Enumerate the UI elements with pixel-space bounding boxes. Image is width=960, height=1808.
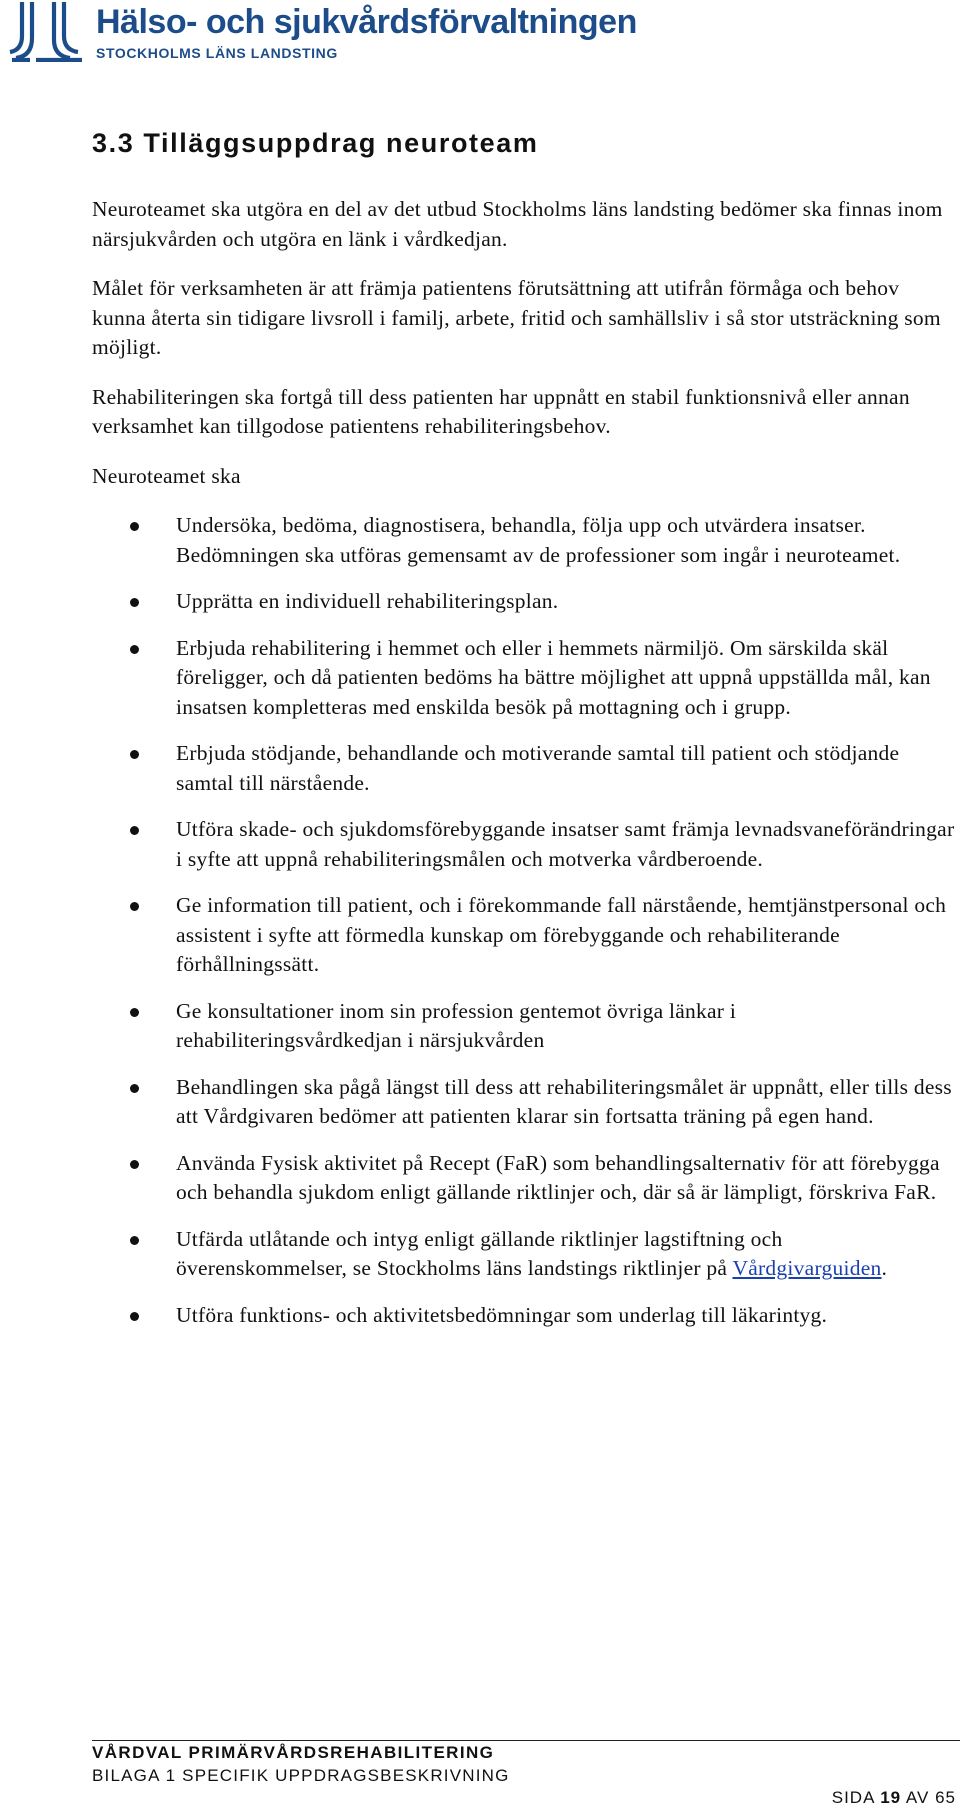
organization-name: Hälso- och sjukvårdsförvaltningen (96, 3, 637, 41)
list-item-text: Använda Fysisk aktivitet på Recept (FaR) som behandlingsalternativ för att förebygga och behandla sjukdom enligt gällande riktlinjer och, där så är lämpligt, förskriva FaR. (176, 1150, 940, 1204)
list-item-text: Ge information till patient, och i förekommande fall närstående, hemtjänstpersonal och assistent i syfte att förmedla kunskap om förebyggande och rehabiliterande förhållningssätt. (176, 893, 947, 976)
organization-subtitle: STOCKHOLMS LÄNS LANDSTING (96, 45, 338, 61)
list-item-text: Ge konsultationer inom sin profession gentemot övriga länkar i rehabiliteringsvårdkedjan i närsjukvården (176, 998, 737, 1052)
list-item-text-suffix: . (881, 1256, 888, 1280)
bullet-icon (130, 1084, 139, 1093)
list-item (92, 634, 957, 723)
footer-title: VÅRDVAL PRIMÄRVÅRDSREHABILITERING (92, 1743, 495, 1762)
list-item (92, 511, 957, 570)
bullet-icon (130, 598, 139, 607)
bullet-icon (130, 826, 139, 835)
paragraph: Neuroteamet ska utgöra en del av det utbud Stockholms läns landsting bedömer ska finnas inom närsjukvården och utgöra en länk i vårdkedjan. (92, 197, 943, 251)
list-item-text: Utföra skade- och sjukdomsförebyggande insatser samt främja levnadsvaneförändringar i syfte att uppnå rehabiliteringsmålen och motverka vårdberoende. (176, 817, 955, 871)
footer-subtitle: BILAGA 1 SPECIFIK UPPDRAGSBESKRIVNING (92, 1766, 510, 1785)
task-list (92, 511, 957, 1330)
bullet-icon (130, 902, 139, 911)
list-item (92, 997, 957, 1056)
paragraph: Målet för verksamheten är att främja patientens förutsättning att utifrån förmåga och behov kunna återta sin tidigare livsroll i familj, arbete, fritid och samhällsliv i så stor utsträckning som möjligt. (92, 276, 941, 359)
list-item (92, 891, 957, 980)
bullet-icon (130, 750, 139, 759)
bullet-icon (130, 1008, 139, 1017)
page-total: 65 (935, 1788, 956, 1807)
list-item (92, 739, 957, 798)
bullet-icon (130, 1160, 139, 1169)
list-item-text: Upprätta en individuell rehabiliteringsplan. (176, 589, 559, 613)
bullet-icon (130, 1312, 139, 1321)
page-header (8, 0, 708, 66)
list-item (92, 1301, 957, 1331)
paragraph-intro: Neuroteamet ska (92, 463, 241, 488)
page-current: 19 (880, 1788, 902, 1807)
list-item-text-prefix: Utfärda utlåtande och intyg enligt gällande riktlinjer lagstiftning och överenskommelser, se Stockholms läns landstings riktlinjer på (176, 1226, 783, 1280)
vardgivarguiden-link[interactable]: Vårdgivarguiden (732, 1256, 882, 1280)
list-item (92, 1225, 957, 1284)
list-item (92, 1073, 957, 1132)
bullet-icon (130, 522, 139, 531)
paragraph: Rehabiliteringen ska fortgå till dess patienten har uppnått en stabil funktionsnivå eller annan verksamhet kan tillgodose patientens rehabiliteringsbehov. (92, 384, 910, 438)
list-item-text: Undersöka, bedöma, diagnostisera, behandla, följa upp och utvärdera insatser. Bedömningen ska utföras gemensamt av de professioner som ingår i neuroteamet. (176, 513, 901, 567)
list-item (92, 815, 957, 874)
list-item (92, 1149, 957, 1208)
list-item-text: Behandlingen ska pågå längst till dess att rehabiliteringsmålet är uppnått, eller tills dess att Vårdgivaren bedömer att patienten klarar sin fortsatta träning på egen hand. (176, 1074, 952, 1128)
page-number (832, 1788, 956, 1808)
bullet-icon (130, 1236, 139, 1245)
bullet-icon (130, 645, 139, 654)
page-separator: AV (901, 1788, 936, 1807)
page-prefix: SIDA (831, 1788, 881, 1807)
document-body (92, 128, 957, 1347)
list-item (92, 587, 957, 617)
list-item-text: Utföra funktions- och aktivitetsbedömningar som underlag till läkarintyg. (176, 1302, 828, 1327)
sll-logo-icon (8, 0, 84, 62)
footer-divider (92, 1740, 960, 1741)
list-item-text: Erbjuda rehabilitering i hemmet och eller i hemmets närmiljö. Om särskilda skäl föreligger, och då patienten bedöms ha bättre möjlighet att uppnå uppställda mål, kan insatsen kompletteras med enskilda besök på mottagning och i grupp. (176, 635, 931, 719)
list-item-text: Erbjuda stödjande, behandlande och motiverande samtal till patient och stödjande samtal till närstående. (176, 741, 900, 795)
section-heading: 3.3 Tilläggsuppdrag neuroteam (92, 128, 539, 158)
